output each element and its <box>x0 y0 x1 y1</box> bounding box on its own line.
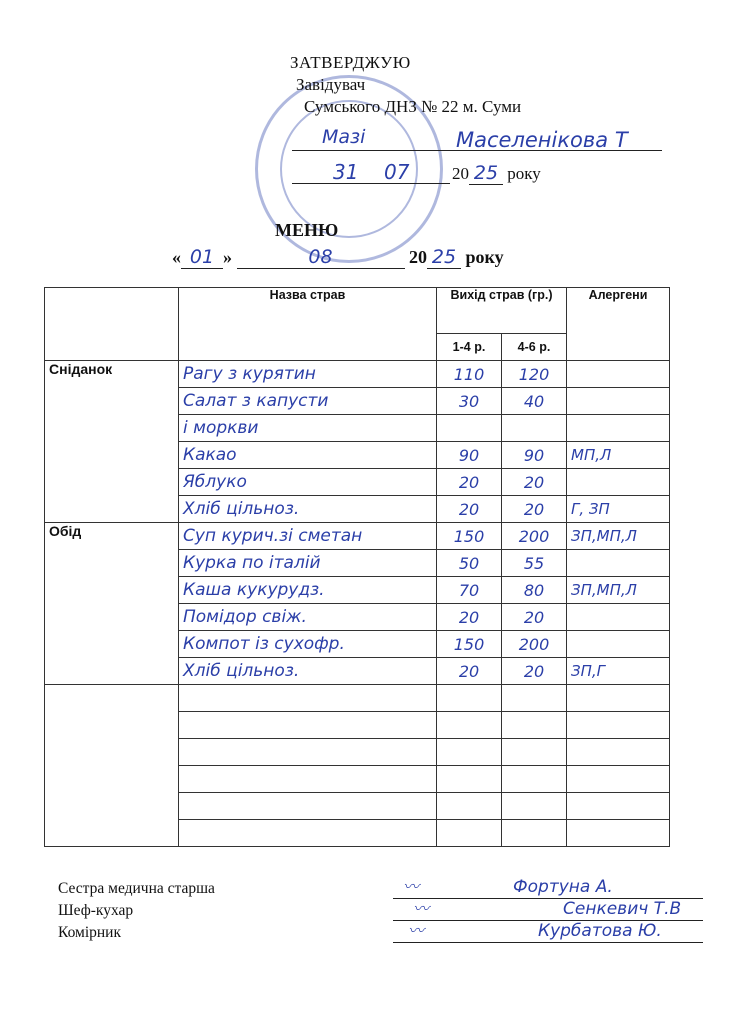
portion-4-6: 90 <box>502 442 567 469</box>
allergens <box>567 685 670 712</box>
meal-name <box>45 685 179 847</box>
approval-title: ЗАТВЕРДЖУЮ <box>290 53 411 72</box>
approval-date-day: 31 <box>333 160 359 184</box>
allergens <box>567 793 670 820</box>
dish-name <box>179 820 437 847</box>
sign-name-chef: Сенкевич Т.В <box>563 899 682 919</box>
header-age-4-6: 4-6 р. <box>502 334 567 361</box>
portion-1-4: 30 <box>437 388 502 415</box>
menu-table <box>44 287 670 847</box>
sign-name-nurse: Фортуна А. <box>513 877 613 897</box>
dish-name: Каша кукурудз. <box>179 577 437 604</box>
portion-4-6: 80 <box>502 577 567 604</box>
allergens <box>567 550 670 577</box>
menu-open-quote: « <box>172 247 181 267</box>
sign-scribble-storekeeper: 〰 <box>408 921 425 940</box>
table-row <box>45 361 670 388</box>
portion-4-6: 20 <box>502 496 567 523</box>
portion-4-6: 20 <box>502 658 567 685</box>
menu-body <box>45 361 670 847</box>
approval-institution: Сумського ДНЗ № 22 м. Суми <box>304 97 522 116</box>
portion-1-4: 90 <box>437 442 502 469</box>
portion-1-4: 20 <box>437 604 502 631</box>
portion-4-6 <box>502 820 567 847</box>
dish-name: Рагу з курятин <box>179 361 437 388</box>
header-age-1-4: 1-4 р. <box>437 334 502 361</box>
allergens <box>567 388 670 415</box>
allergens <box>567 820 670 847</box>
portion-1-4 <box>437 415 502 442</box>
portion-4-6 <box>502 415 567 442</box>
dish-name <box>179 793 437 820</box>
approval-date-line <box>292 183 450 184</box>
portion-1-4: 20 <box>437 469 502 496</box>
menu-title: МЕНЮ <box>275 220 339 240</box>
sign-role-chef: Шеф-кухар <box>58 902 134 919</box>
menu-date <box>172 246 504 269</box>
portion-1-4: 50 <box>437 550 502 577</box>
portion-1-4 <box>437 793 502 820</box>
approval-signature-initials: Мазі <box>322 126 366 148</box>
portion-4-6: 200 <box>502 631 567 658</box>
header-dish: Назва страв <box>179 288 437 361</box>
allergens: ЗП,МП,Л <box>567 577 670 604</box>
approval-date-month: 07 <box>384 160 410 184</box>
allergens: ЗП,Г <box>567 658 670 685</box>
header-meal <box>45 288 179 361</box>
dish-name: Помідор свіж. <box>179 604 437 631</box>
allergens: МП,Л <box>567 442 670 469</box>
portion-1-4 <box>437 685 502 712</box>
approval-year-suffix: 25 <box>469 162 503 185</box>
portion-4-6: 40 <box>502 388 567 415</box>
portion-1-4 <box>437 712 502 739</box>
allergens <box>567 604 670 631</box>
dish-name: і моркви <box>179 415 437 442</box>
approval-year-word: року <box>507 164 541 183</box>
sign-scribble-chef: 〰 <box>413 899 430 918</box>
portion-4-6 <box>502 739 567 766</box>
portion-1-4 <box>437 820 502 847</box>
table-row <box>45 685 670 712</box>
dish-name <box>179 712 437 739</box>
dish-name: Какао <box>179 442 437 469</box>
portion-1-4: 20 <box>437 496 502 523</box>
portion-1-4 <box>437 739 502 766</box>
sign-name-storekeeper: Курбатова Ю. <box>538 921 662 941</box>
menu-year-word: року <box>465 247 504 267</box>
dish-name: Хліб цільноз. <box>179 658 437 685</box>
sign-scribble-nurse: 〰 <box>403 877 420 896</box>
portion-4-6 <box>502 685 567 712</box>
menu-month: 08 <box>237 246 405 269</box>
dish-name: Суп курич.зі сметан <box>179 523 437 550</box>
portion-4-6: 120 <box>502 361 567 388</box>
portion-4-6 <box>502 793 567 820</box>
dish-name: Компот із сухофр. <box>179 631 437 658</box>
allergens <box>567 361 670 388</box>
sign-line-storekeeper <box>393 942 703 943</box>
sign-role-nurse: Сестра медична старша <box>58 880 215 897</box>
portion-1-4: 150 <box>437 631 502 658</box>
approval-block <box>290 52 521 118</box>
dish-name: Курка по італій <box>179 550 437 577</box>
allergens <box>567 469 670 496</box>
allergens: Г, ЗП <box>567 496 670 523</box>
dish-name: Хліб цільноз. <box>179 496 437 523</box>
portion-4-6: 20 <box>502 604 567 631</box>
meal-name: Сніданок <box>45 361 179 523</box>
menu-year-prefix: 20 <box>409 247 427 267</box>
approval-position: Завідувач <box>296 75 366 94</box>
dish-name <box>179 766 437 793</box>
allergens <box>567 766 670 793</box>
menu-year-suffix: 25 <box>427 246 461 269</box>
allergens <box>567 415 670 442</box>
portion-4-6: 20 <box>502 469 567 496</box>
portion-4-6: 55 <box>502 550 567 577</box>
allergens <box>567 631 670 658</box>
portion-1-4: 150 <box>437 523 502 550</box>
dish-name: Салат з капусти <box>179 388 437 415</box>
portion-1-4: 20 <box>437 658 502 685</box>
dish-name <box>179 685 437 712</box>
approval-signature-name: Маселенікова Т <box>456 128 628 152</box>
header-allergens: Алергени <box>567 288 670 361</box>
portion-1-4: 70 <box>437 577 502 604</box>
portion-4-6: 200 <box>502 523 567 550</box>
approval-year <box>452 162 541 185</box>
dish-name: Яблуко <box>179 469 437 496</box>
dish-name <box>179 739 437 766</box>
menu-close-quote: » <box>223 247 232 267</box>
portion-4-6 <box>502 712 567 739</box>
allergens: ЗП,МП,Л <box>567 523 670 550</box>
signatures-block <box>58 877 682 944</box>
menu-day: 01 <box>181 246 223 269</box>
portion-1-4: 110 <box>437 361 502 388</box>
header-portion: Вихід страв (гр.) <box>437 288 567 334</box>
approval-year-prefix: 20 <box>452 164 469 183</box>
allergens <box>567 739 670 766</box>
portion-1-4 <box>437 766 502 793</box>
allergens <box>567 712 670 739</box>
portion-4-6 <box>502 766 567 793</box>
table-row <box>45 523 670 550</box>
meal-name: Обід <box>45 523 179 685</box>
sign-role-storekeeper: Комірник <box>58 924 122 941</box>
